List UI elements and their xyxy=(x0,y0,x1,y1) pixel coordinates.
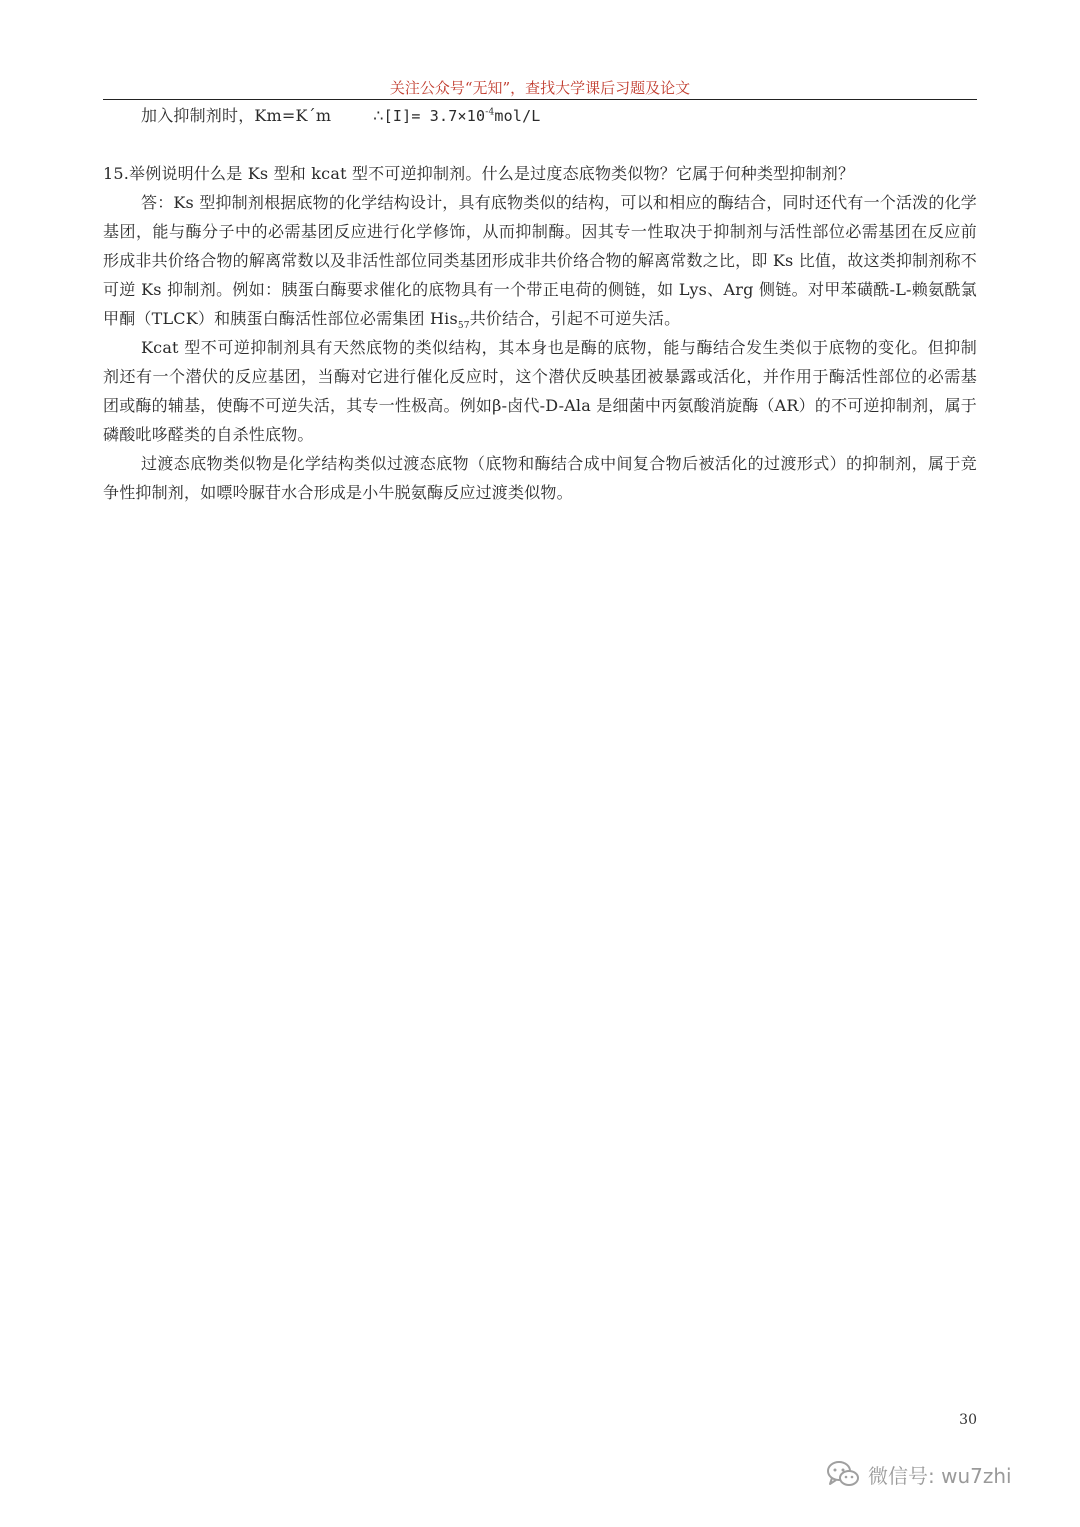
formula-exponent: -4 xyxy=(485,107,495,118)
spacer xyxy=(103,131,977,159)
formula-line xyxy=(103,101,977,131)
document-body xyxy=(103,100,977,507)
answer-paragraph-2: Kcat 型不可逆抑制剂具有天然底物的类似结构，其本身也是酶的底物，能与酶结合发生类似于底物的变化。但抑制剂还有一个潜伏的反应基团，当酶对它进行催化反应时，这个潜伏反映基团被暴露或活化，并作用于酶活性部位的必需基团或酶的辅基，使酶不可逆失活，其专一性极高。例如β-卤代-D-Ala 是细菌中丙氨酸消旋酶（AR）的不可逆抑制剂，属于磷酸吡哆醛类的自杀性底物。 xyxy=(103,338,977,444)
his-subscript: 57 xyxy=(457,321,470,332)
formula-expression: [I]= 3.7×10 xyxy=(383,107,486,125)
answer-paragraph-1-text: 答：Ks 型抑制剂根据底物的化学结构设计，具有底物类似的结构，可以和相应的酶结合，同时还代有一个活泼的化学基团，能与酶分子中的必需基团反应进行化学修饰，从而抑制酶。因其专一性取决于抑制剂与活性部位必需基团在反应前形成非共价络合物的解离常数以及非活性部位同类基团形成非共价络合物的解离常数之比，即 Ks 比值，故这类抑制剂称不可逆 Ks 抑制剂。例如：胰蛋白酶要求催化的底物具有一个带正电荷的侧链，如 Lys、Arg 侧链。对甲苯磺酰-L-赖氨酰氯甲酮（TLCK）和胰蛋白酶活性部位必需集团 His xyxy=(103,193,977,328)
formula-left: 加入抑制剂时，Km=K´m xyxy=(141,106,332,125)
answer-paragraph-3: 过渡态底物类似物是化学结构类似过渡态底物（底物和酶结合成中间复合物后被活化的过渡形式）的抑制剂，属于竞争性抑制剂，如嘌呤脲苷水合形成是小牛脱氨酶反应过渡类似物。 xyxy=(103,454,977,502)
answer-paragraph-1 xyxy=(103,188,977,333)
page-number: 30 xyxy=(959,1412,977,1428)
answer-paragraph-1-tail: 共价结合，引起不可逆失活。 xyxy=(469,309,681,328)
watermark-text: 微信号: wu7zhi xyxy=(868,1463,1012,1488)
page-header: 关注公众号“无知”，查找大学课后习题及论文 xyxy=(389,79,691,97)
formula-unit: mol/L xyxy=(494,107,541,125)
question-15: 15.举例说明什么是 Ks 型和 kcat 型不可逆抑制剂。什么是过度态底物类似物？它属于何种类型抑制剂？ xyxy=(103,164,855,183)
wechat-icon xyxy=(826,1459,860,1489)
therefore-symbol: ∴ xyxy=(373,106,384,125)
wechat-watermark xyxy=(826,1456,1012,1492)
